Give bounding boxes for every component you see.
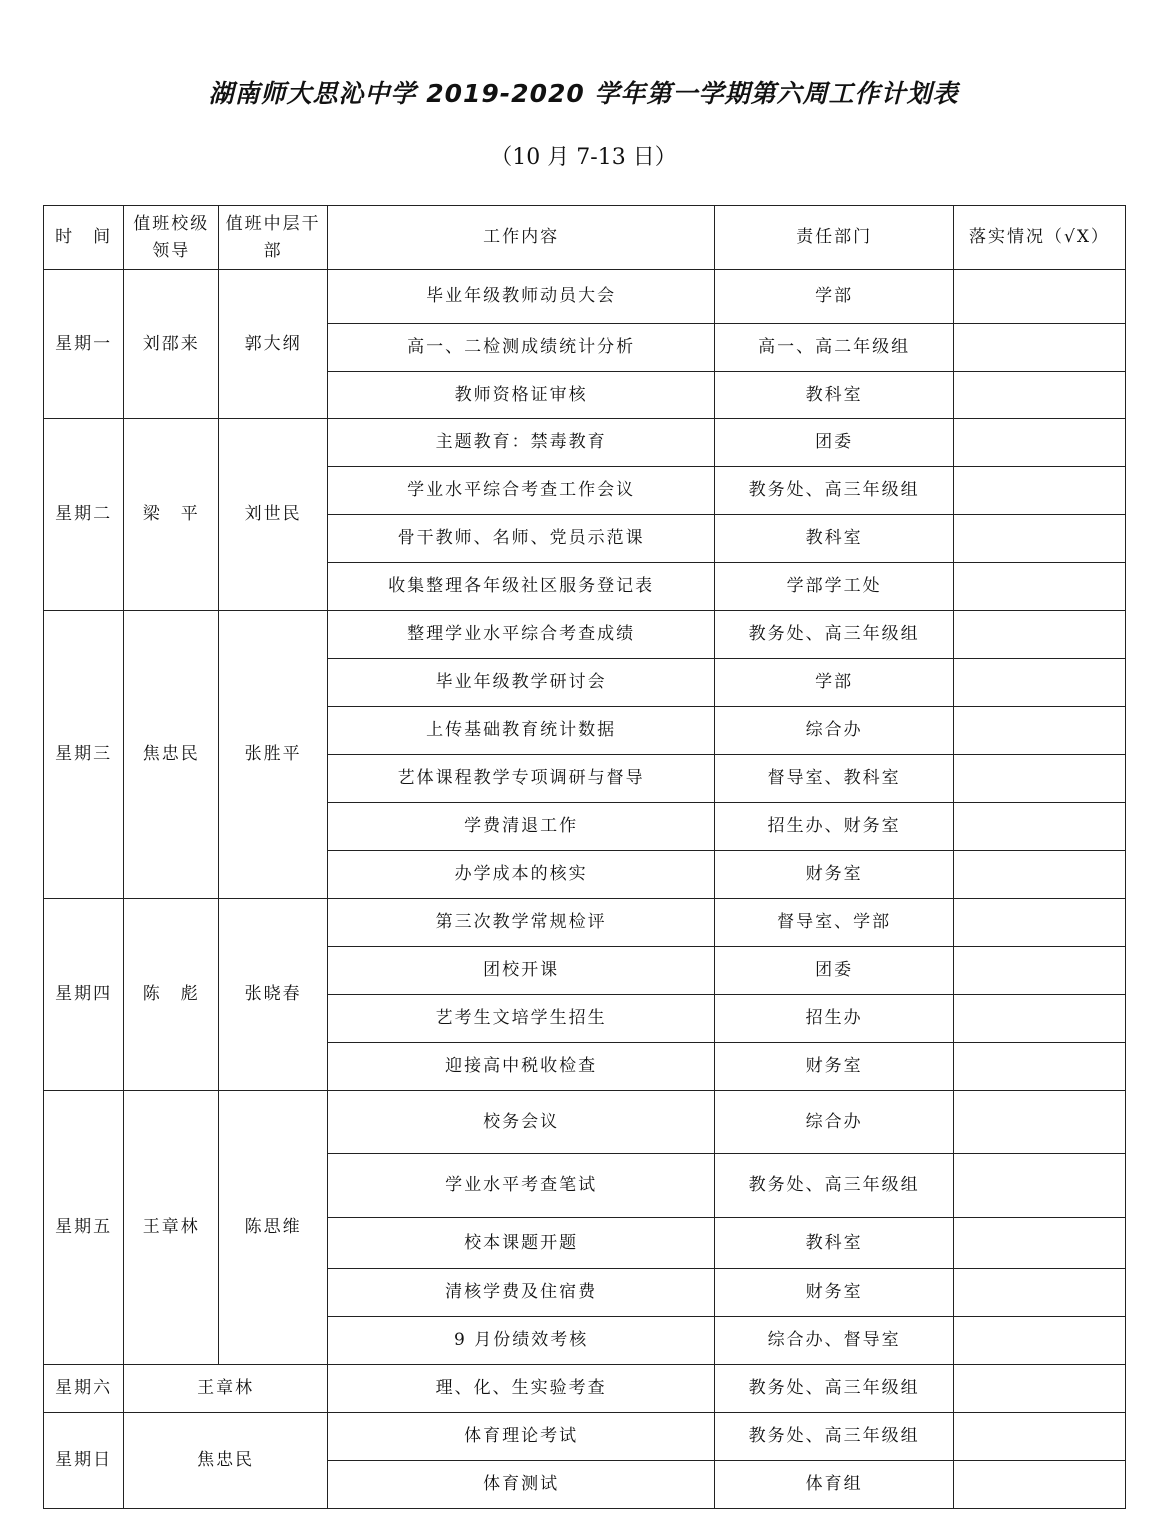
work-cell: 体育测试 (327, 1461, 714, 1509)
dept-cell: 体育组 (715, 1461, 954, 1509)
work-cell: 理、化、生实验考查 (327, 1365, 714, 1413)
done-cell (953, 563, 1125, 611)
dept-cell: 督导室、学部 (715, 899, 954, 947)
leader-cell: 王章林 (124, 1091, 219, 1365)
middle-cell: 张晓春 (219, 899, 328, 1091)
table-row (44, 1091, 1126, 1154)
dept-cell: 教务处、高三年级组 (715, 611, 954, 659)
dept-cell: 财务室 (715, 1043, 954, 1091)
dept-cell: 综合办 (715, 707, 954, 755)
table-row (44, 419, 1126, 467)
dept-cell: 财务室 (715, 851, 954, 899)
done-cell (953, 270, 1125, 324)
middle-cell: 刘世民 (219, 419, 328, 611)
done-cell (953, 515, 1125, 563)
done-cell (953, 995, 1125, 1043)
work-cell: 校务会议 (327, 1091, 714, 1154)
header-time: 时 间 (44, 206, 124, 270)
work-cell: 学费清退工作 (327, 803, 714, 851)
done-cell (953, 1365, 1125, 1413)
work-cell: 清核学费及住宿费 (327, 1269, 714, 1317)
dept-cell: 招生办、财务室 (715, 803, 954, 851)
work-cell: 校本课题开题 (327, 1218, 714, 1269)
work-cell: 学业水平综合考查工作会议 (327, 467, 714, 515)
dept-cell: 综合办、督导室 (715, 1317, 954, 1365)
day-cell: 星期二 (44, 419, 124, 611)
dept-cell: 综合办 (715, 1091, 954, 1154)
dept-cell: 教科室 (715, 1218, 954, 1269)
work-cell: 上传基础教育统计数据 (327, 707, 714, 755)
work-cell: 整理学业水平综合考查成绩 (327, 611, 714, 659)
leader-cell: 梁 平 (124, 419, 219, 611)
work-cell: 第三次教学常规检评 (327, 899, 714, 947)
work-cell: 办学成本的核实 (327, 851, 714, 899)
done-cell (953, 324, 1125, 372)
dept-cell: 教务处、高三年级组 (715, 1413, 954, 1461)
header-row (44, 206, 1126, 270)
work-cell: 体育理论考试 (327, 1413, 714, 1461)
day-cell: 星期五 (44, 1091, 124, 1365)
header-done: 落实情况（√X） (953, 206, 1125, 270)
middle-cell: 陈思维 (219, 1091, 328, 1365)
day-cell: 星期四 (44, 899, 124, 1091)
table-row (44, 899, 1126, 947)
day-cell: 星期日 (44, 1413, 124, 1509)
done-cell (953, 851, 1125, 899)
dept-cell: 招生办 (715, 995, 954, 1043)
done-cell (953, 899, 1125, 947)
header-work: 工作内容 (327, 206, 714, 270)
page-subtitle: （10 月 7-13 日） (490, 145, 677, 170)
leader-cell: 焦忠民 (124, 611, 219, 899)
table-row (44, 270, 1126, 324)
dept-cell: 教科室 (715, 515, 954, 563)
work-cell: 学业水平考查笔试 (327, 1154, 714, 1218)
work-cell: 收集整理各年级社区服务登记表 (327, 563, 714, 611)
done-cell (953, 707, 1125, 755)
work-cell: 迎接高中税收检查 (327, 1043, 714, 1091)
middle-cell: 张胜平 (219, 611, 328, 899)
dept-cell: 教务处、高三年级组 (715, 467, 954, 515)
table-row (44, 1413, 1126, 1461)
work-cell: 主题教育：禁毒教育 (327, 419, 714, 467)
work-plan-table (43, 205, 1126, 1509)
done-cell (953, 1154, 1125, 1218)
table-row (44, 611, 1126, 659)
page-title: 湖南师大思沁中学 2019-2020 学年第一学期第六周工作计划表 (208, 79, 959, 108)
dept-cell: 团委 (715, 419, 954, 467)
work-cell: 毕业年级教学研讨会 (327, 659, 714, 707)
done-cell (953, 467, 1125, 515)
done-cell (953, 1413, 1125, 1461)
day-cell: 星期六 (44, 1365, 124, 1413)
duty-cell: 焦忠民 (124, 1413, 328, 1509)
dept-cell: 学部 (715, 270, 954, 324)
work-cell: 毕业年级教师动员大会 (327, 270, 714, 324)
leader-cell: 刘邵来 (124, 270, 219, 419)
dept-cell: 学部 (715, 659, 954, 707)
work-cell: 9 月份绩效考核 (327, 1317, 714, 1365)
leader-cell: 陈 彪 (124, 899, 219, 1091)
work-cell: 骨干教师、名师、党员示范课 (327, 515, 714, 563)
work-cell: 艺体课程教学专项调研与督导 (327, 755, 714, 803)
done-cell (953, 1091, 1125, 1154)
dept-cell: 督导室、教科室 (715, 755, 954, 803)
duty-cell: 王章林 (124, 1365, 328, 1413)
done-cell (953, 1218, 1125, 1269)
middle-cell: 郭大纲 (219, 270, 328, 419)
table-row (44, 1365, 1126, 1413)
dept-cell: 教务处、高三年级组 (715, 1365, 954, 1413)
work-cell: 团校开课 (327, 947, 714, 995)
day-cell: 星期三 (44, 611, 124, 899)
done-cell (953, 947, 1125, 995)
header-middle: 值班中层干部 (219, 206, 328, 270)
done-cell (953, 803, 1125, 851)
done-cell (953, 659, 1125, 707)
dept-cell: 财务室 (715, 1269, 954, 1317)
dept-cell: 学部学工处 (715, 563, 954, 611)
dept-cell: 团委 (715, 947, 954, 995)
done-cell (953, 1043, 1125, 1091)
work-cell: 艺考生文培学生招生 (327, 995, 714, 1043)
dept-cell: 教务处、高三年级组 (715, 1154, 954, 1218)
done-cell (953, 372, 1125, 419)
done-cell (953, 419, 1125, 467)
header-dept: 责任部门 (715, 206, 954, 270)
done-cell (953, 1269, 1125, 1317)
done-cell (953, 1317, 1125, 1365)
work-cell: 教师资格证审核 (327, 372, 714, 419)
day-cell: 星期一 (44, 270, 124, 419)
dept-cell: 高一、高二年级组 (715, 324, 954, 372)
dept-cell: 教科室 (715, 372, 954, 419)
done-cell (953, 1461, 1125, 1509)
header-leader: 值班校级领导 (124, 206, 219, 270)
work-cell: 高一、二检测成绩统计分析 (327, 324, 714, 372)
done-cell (953, 611, 1125, 659)
done-cell (953, 755, 1125, 803)
